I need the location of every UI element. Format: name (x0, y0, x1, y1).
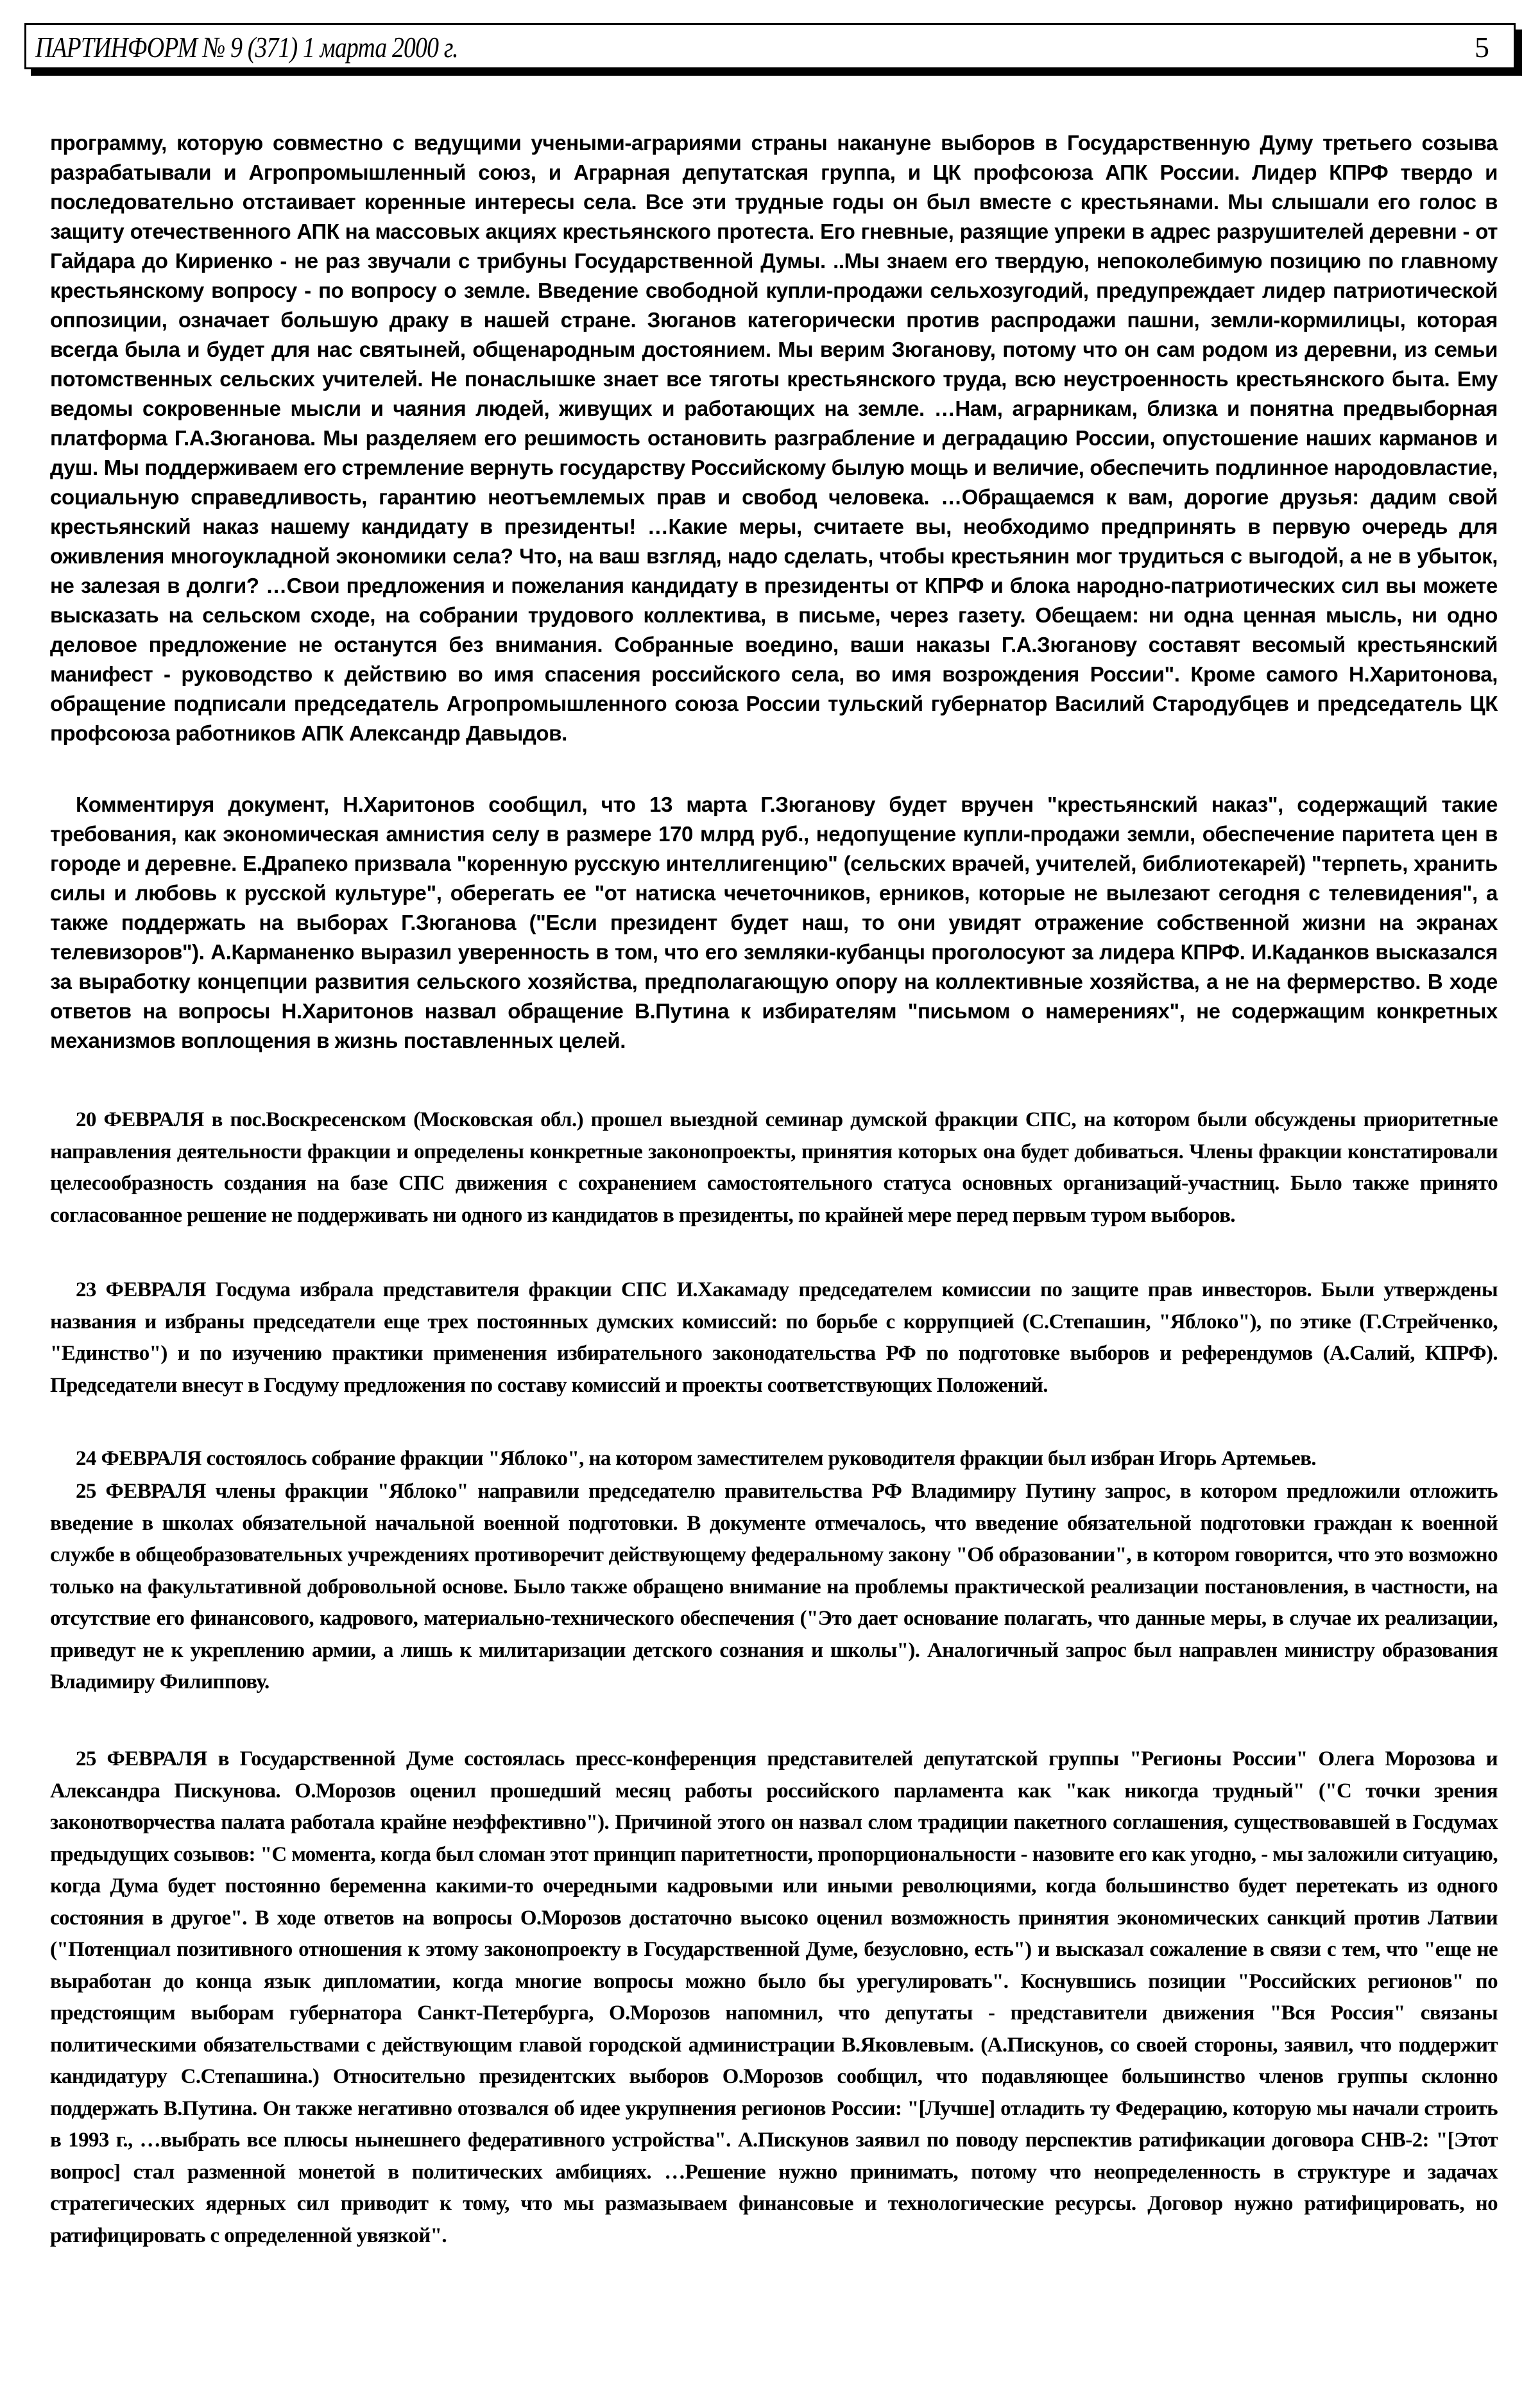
article-paragraph: Комментируя документ, Н.Харитонов сообщил, что 13 марта Г.Зюганову будет вручен "крестьянский наказ", содержащий такие требования, как экономическая амнистия селу в размере 170 млрд руб., недопущение купли-продажи земли, обеспечение паритета цен в городе и деревне. Е.Драпеко призвала "коренную русскую интеллигенцию" (сельских врачей, учителей, библиотекарей) "терпеть, хранить силы и любовь к русской культуре", оберегать ее "от натиска чечеточников, ерников, которые не вылезают сегодня с телевидения", а также поддержать на выборах Г.Зюганова ("Если президент будет наш, то они увидят отражение собственной жизни на экранах телевизоров"). А.Карманенко выразил уверенность в том, что его земляки-кубанцы проголосуют за лидера КПРФ. И.Каданков высказался за выработку концепции развития сельского хозяйства, предполагающую опору на коллективные хозяйства, а не на фермерство. В ходе ответов на вопросы Н.Харитонов назвал обращение В.Путина к избирателям "письмом о намерениях", не содержащим конкретных механизмов воплощения в жизнь поставленных целей. (50, 793, 1498, 1052)
chronicle-entry: 25 ФЕВРАЛЯ в Государственной Думе состоялась пресс-конференция представителей депутатской группы "Регионы России" Олега Морозова и Александра Пискунова. О.Морозов оценил прошедший месяц работы российского парламента как "как никогда трудный" ("С точки зрения законотворчества палата работала крайне неэффективно"). Причиной этого он назвал слом традиции пакетного соглашения, существовавшей в Госдумах предыдущих созывов: "С момента, когда был сломан этот принцип паритетности, пропорциональности - назовите его как угодно, - мы заложили ситуацию, когда Дума будет постоянно беременна какими-то очередными кадровыми или иными революциями, когда большинство будет перетекать из одного состояния в другое". В ходе ответов на вопросы О.Морозов достаточно высоко оценил возможность принятия экономических санкций против Латвии ("Потенциал позитивного отношения к этому законопроекту в Государственной Думе, безусловно, есть") и высказал сожаление в связи с тем, что "еще не выработан до конца язык дипломатии, когда многие вопросы можно было бы урегулировать". Коснувшись позиции "Российских регионов" по предстоящим выборам губернатора Санкт-Петербурга, О.Морозов напомнил, что депутаты - представители движения "Вся Россия" связаны политическими обязательствами с действующим главой городской администрации В.Яковлевым. (А.Пискунов, со своей стороны, заявил, что поддержит кандидатуру С.Степашина.) Относительно президентских выборов О.Морозов сообщил, что подавляющее большинство членов группы склонно поддержать В.Путина. Он также негативно отозвался об идее укрупнения регионов России: "[Лучше] отладить ту Федерацию, которую мы начали строить в 1993 г., …выбрать все плюсы нынешнего федеративного устройства". А.Пискунов заявил по поводу перспектив ратификации договора СНВ-2: "[Этот вопрос] стал разменной монетой в политических амбициях. …Решение нужно принимать, потому что неопределенность в структуре и задачах стратегических ядерных сил приводит к тому, что мы размазываем финансовые и технологические ресурсы. Договор нужно ратифицировать, но ратифицировать с определенной увязкой". (50, 1747, 1498, 2247)
article-paragraph: программу, которую совместно с ведущими учеными-аграриями страны накануне выборов в Государственную Думу третьего созыва разрабатывали и Агропромышленный союз, и Аграрная депутатская группа, и ЦК профсоюза АПК России. Лидер КПРФ твердо и последовательно отстаивает коренные интересы села. Все эти трудные годы он был вместе с крестьянами. Мы слышали его голос в защиту отечественного АПК на массовых акциях крестьянского протеста. Его гневные, разящие упреки в адрес разрушителей деревни - от Гайдара до Кириенко - не раз звучали с трибуны Государственной Думы. ..Мы знаем его твердую, непоколебимую позицию по главному крестьянскому вопросу - по вопросу о земле. Введение свободной купли-продажи сельхозугодий, предупреждает лидер патриотической оппозиции, означает большую драку в нашей стране. Зюганов категорически против распродажи пашни, земли-кормилицы, которая всегда была и будет для нас святыней, общенародным достоянием. Мы верим Зюганову, потому что он сам родом из деревни, из семьи потомственных сельских учителей. Не понаслышке знает все тяготы крестьянского труда, всю неустроенность крестьянского быта. Ему ведомы сокровенные мысли и чаяния людей, живущих и работающих на земле. …Нам, аграрникам, близка и понятна предвыборная платформа Г.А.Зюганова. Мы разделяем его решимость остановить разграбление и деградацию России, опустошение наших карманов и душ. Мы поддерживаем его стремление вернуть государству Российскому былую мощь и величие, обеспечить подлинное народовластие, социальную справедливость, гарантию неотъемлемых прав и свобод человека. …Обращаемся к вам, дорогие друзья: дадим свой крестьянский наказ нашему кандидату в президенты! …Какие меры, считаете вы, необходимо предпринять в первую очередь для оживления многоукладной экономики села? Что, на ваш взгляд, надо сделать, чтобы крестьянин мог трудиться с выгодой, а не в убыток, не залезая в долги? …Свои предложения и пожелания кандидату в президенты от КПРФ и блока народно-патриотических сил вы можете высказать на сельском сходе, на собрании трудового коллектива, в письме, через газету. Обещаем: ни одна ценная мысль, ни одно деловое предложение не останутся без внимания. Собранные воедино, ваши наказы Г.А.Зюганову составят весомый крестьянский манифест - руководство к действию во имя спасения российского села, во имя возрождения России". Кроме самого Н.Харитонова, обращение подписали председатель Агропромышленного союза России тульский губернатор Василий Стародубцев и председатель ЦК профсоюза работников АПК Александр Давыдов. (50, 131, 1498, 745)
chronicle-entry: 24 ФЕВРАЛЯ состоялось собрание фракции "Яблоко", на котором заместителем руководителя фракции был избран Игорь Артемьев. (76, 1447, 1316, 1470)
chronicle-entry: 23 ФЕВРАЛЯ Госдума избрала представителя фракции СПС И.Хакамаду председателем комиссии по защите прав инвесторов. Были утверждены названия и избраны председатели еще трех постоянных думских комиссий: по борьбе с коррупцией (С.Степашин, "Яблоко"), по этике (Г.Стрейченко, "Единство") и по изучению практики применения избирательного законодательства РФ по подготовке выборов и референдумов (А.Салий, КПРФ). Председатели внесут в Госдуму предложения по составу комиссий и проекты соответствующих Положений. (50, 1278, 1498, 1397)
page-header (24, 23, 1516, 69)
chronicle-entry: 20 ФЕВРАЛЯ в пос.Воскресенском (Московская обл.) прошел выездной семинар думской фракции СПС, на котором были обсуждены приоритетные направления деятельности фракции и определены конкретные законопроекты, принятия которых она будет добиваться. Члены фракции констатировали целесообразность создания на базе СПС движения с сохранением самостоятельного статуса основных организаций-участниц. Было также принято согласованное решение не поддерживать ни одного из кандидатов в президенты, по крайней мере перед первым туром выборов. (50, 1108, 1498, 1227)
chronicle-entry: 25 ФЕВРАЛЯ члены фракции "Яблоко" направили председателю правительства РФ Владимиру Путину запрос, в котором предложили отложить введение в школах обязательной начальной военной подготовки. В документе отмечалось, что введение обязательной подготовки граждан к военной службе в общеобразовательных учреждениях противоречит действующему федеральному закону "Об образовании", в котором говорится, что это возможно только на факультативной добровольной основе. Было также обращено внимание на проблемы практической реализации постановления, в частности, на отсутствие его финансового, кадрового, материально-технического обеспечения ("Это дает основание полагать, что данные меры, в случае их реализации, приведут не к укреплению армии, а лишь к милитаризации детского сознания и школы"). Аналогичный запрос был направлен министру образования Владимиру Филиппову. (50, 1480, 1498, 1693)
page-number: 5 (1475, 31, 1489, 64)
publication-title: ПАРТИНФОРМ № 9 (371) 1 марта 2000 г. (35, 31, 458, 64)
